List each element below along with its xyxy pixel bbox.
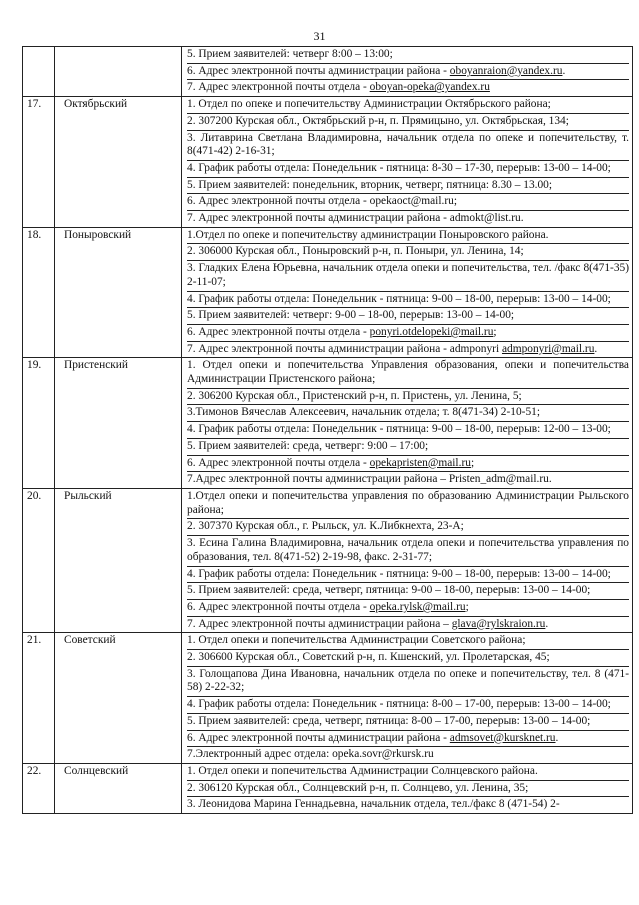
detail-text: 2. 307370 Курская обл., г. Рыльск, ул. К.Либкнехта, 23-А; xyxy=(187,520,464,533)
detail-item xyxy=(187,583,629,600)
district-name: Советский xyxy=(55,633,182,764)
department-details xyxy=(182,227,633,358)
row-number: 19. xyxy=(23,358,55,489)
district-name xyxy=(55,47,182,97)
table-row xyxy=(23,488,633,632)
detail-item xyxy=(187,697,629,714)
detail-text: 7.Электронный адрес отдела: opeka.sovr@rkursk.ru xyxy=(187,748,434,761)
table-row xyxy=(23,633,633,764)
detail-item xyxy=(187,325,629,342)
detail-item xyxy=(187,114,629,131)
department-details xyxy=(182,488,633,632)
detail-text: 5. Прием заявителей: четверг 8:00 – 13:00; xyxy=(187,48,393,60)
detail-item xyxy=(187,47,629,64)
detail-item xyxy=(187,781,629,798)
district-name: Пристенский xyxy=(55,358,182,489)
detail-text: 5. Прием заявителей: четверг: 9-00 – 18-00, перерыв: 13-00 – 14-00; xyxy=(187,309,515,322)
department-details xyxy=(182,47,633,97)
detail-text: 5. Прием заявителей: среда, четверг: 9:00 – 17:00; xyxy=(187,439,429,452)
table-body xyxy=(23,47,633,814)
detail-item xyxy=(187,650,629,667)
detail-text: 4. График работы отдела: Понедельник - пятница: 9-00 – 18-00, перерыв: 13-00 – 14-00; xyxy=(187,292,611,305)
table-row xyxy=(23,227,633,358)
detail-item xyxy=(187,405,629,422)
email-link[interactable]: admsovet@kursknet.ru xyxy=(449,731,556,744)
detail-text: 3. Есина Галина Владимировна, начальник отдела опеки и попечительства управления по образования, тел. 8(471-52) 2-19-98, факс. 2-31-77; xyxy=(187,537,629,563)
row-number: 20. xyxy=(23,488,55,632)
detail-text: 3. Гладких Елена Юрьевна, начальник отдела опеки и попечительства, тел. /факс 8(471-35) 2-11-07; xyxy=(187,262,629,288)
detail-item xyxy=(187,178,629,195)
detail-text: 1.Отдел опеки и попечительства управления по образованию Администрации Рыльского района; xyxy=(187,489,629,516)
detail-item xyxy=(187,600,629,617)
detail-item xyxy=(187,64,629,81)
email-link[interactable]: oboyanraion@yandex.ru xyxy=(449,64,563,77)
detail-item xyxy=(187,633,629,650)
detail-item xyxy=(187,244,629,261)
detail-text: 3. Голощапова Дина Ивановна, начальник отдела по опеке и попечительству, тел. 8 (471-58) 2-22-32; xyxy=(187,667,629,694)
row-number: 17. xyxy=(23,97,55,228)
detail-text: 2. 306000 Курская обл., Поныровский р-н, п. Поныри, ул. Ленина, 14; xyxy=(187,245,524,258)
detail-item xyxy=(187,131,629,161)
detail-item xyxy=(187,747,629,763)
detail-item xyxy=(187,731,629,748)
email-link[interactable]: opeka.rylsk@mail.ru xyxy=(369,600,466,613)
row-number: 21. xyxy=(23,633,55,764)
detail-item xyxy=(187,667,629,697)
detail-text: 2. 306600 Курская обл., Советский р-н, п. Кшенский, ул. Пролетарская, 45; xyxy=(187,651,550,664)
detail-text: 6. Адрес электронной почты отдела - opekaoct@mail.ru; xyxy=(187,195,457,208)
detail-item xyxy=(187,439,629,456)
detail-item xyxy=(187,422,629,439)
detail-item xyxy=(187,358,629,388)
detail-text: 4. График работы отдела: Понедельник - пятница: 9-00 – 18-00, перерыв: 12-00 – 13-00; xyxy=(187,423,611,436)
detail-item xyxy=(187,80,629,96)
department-details xyxy=(182,763,633,813)
detail-item xyxy=(187,261,629,291)
detail-text: 7.Адрес электронной почты администрации района – Pristen_adm@mail.ru. xyxy=(187,473,552,486)
detail-text: 4. График работы отдела: Понедельник - пятница: 8-30 – 17-30, перерыв: 13-00 – 14-00; xyxy=(187,161,611,174)
row-number xyxy=(23,47,55,97)
detail-item xyxy=(187,342,629,358)
detail-item xyxy=(187,536,629,566)
page-number: 31 xyxy=(313,29,326,43)
detail-tail: ; xyxy=(465,600,469,613)
department-details xyxy=(182,97,633,228)
detail-item xyxy=(187,456,629,473)
email-link[interactable]: ponyri.otdelopeki@mail.ru xyxy=(369,325,494,338)
detail-item xyxy=(187,292,629,309)
detail-item xyxy=(187,194,629,211)
detail-text: 7. Адрес электронной почты администрации района - admokt@list.ru. xyxy=(187,212,524,225)
detail-item xyxy=(187,617,629,633)
detail-item xyxy=(187,714,629,731)
detail-tail: ; xyxy=(493,325,497,338)
department-details xyxy=(182,358,633,489)
detail-tail: . xyxy=(545,617,549,630)
row-number: 18. xyxy=(23,227,55,358)
detail-item xyxy=(187,389,629,406)
detail-text: 5. Прием заявителей: понедельник, вторник, четверг, пятница: 8.30 – 13.00; xyxy=(187,178,553,191)
detail-item xyxy=(187,797,629,813)
detail-tail: . xyxy=(555,731,559,744)
email-link[interactable]: oboyan-opeka@yandex.ru xyxy=(369,81,490,94)
table-row xyxy=(23,47,633,97)
detail-text: 2. 307200 Курская обл., Октябрьский р-н, п. Прямицыно, ул. Октябрьская, 134; xyxy=(187,114,569,127)
detail-item xyxy=(187,211,629,227)
detail-item xyxy=(187,308,629,325)
row-number: 22. xyxy=(23,763,55,813)
table-row xyxy=(23,97,633,228)
detail-text: 5. Прием заявителей: среда, четверг, пятница: 8-00 – 17-00, перерыв: 13-00 – 14-00; xyxy=(187,714,591,727)
detail-text: 5. Прием заявителей: среда, четверг, пятница: 9-00 – 18-00, перерыв: 13-00 – 14-00; xyxy=(187,584,591,597)
detail-text: 6. Адрес электронной почты отдела - xyxy=(187,456,370,469)
detail-text: 6. Адрес электронной почты отдела - xyxy=(187,325,370,338)
detail-text: 7. Адрес электронной почты отдела - xyxy=(187,81,370,94)
table-row xyxy=(23,763,633,813)
detail-item xyxy=(187,228,629,245)
detail-item xyxy=(187,489,629,519)
detail-item xyxy=(187,472,629,488)
detail-text: 1. Отдел опеки и попечительства Администрации Солнцевского района. xyxy=(187,764,538,777)
detail-item xyxy=(187,567,629,584)
detail-text: 4. График работы отдела: Понедельник - пятница: 9-00 – 18-00, перерыв: 13-00 – 14-00; xyxy=(187,567,611,580)
district-name: Солнцевский xyxy=(55,763,182,813)
detail-tail: ; xyxy=(470,456,475,469)
district-name: Рыльский xyxy=(55,488,182,632)
district-name: Октябрьский xyxy=(55,97,182,228)
detail-text: 3. Леонидова Марина Геннадьевна, начальник отдела, тел./факс 8 (471-54) 2- xyxy=(187,798,560,811)
email-link[interactable]: opekapristen@mail.ru xyxy=(369,456,471,469)
detail-text: 6. Адрес электронной почты администрации района - xyxy=(187,731,450,744)
email-link[interactable]: admponyri@mail.ru xyxy=(501,342,595,355)
detail-item xyxy=(187,764,629,781)
detail-text: 1. Отдел опеки и попечительства Управления образования, опеки и попечительства Администрации Пристенского района; xyxy=(187,359,629,386)
email-link[interactable]: glava@rylskraion.ru xyxy=(451,617,546,630)
district-name: Поныровский xyxy=(55,227,182,358)
detail-item xyxy=(187,519,629,536)
detail-text: 1. Отдел по опеке и попечительству Администрации Октябрьского района; xyxy=(187,98,551,111)
detail-item xyxy=(187,161,629,178)
guardianship-departments-table xyxy=(22,46,633,814)
detail-text: 4. График работы отдела: Понедельник - пятница: 8-00 – 17-00, перерыв: 13-00 – 14-00; xyxy=(187,698,611,711)
detail-text: 2. 306200 Курская обл., Пристенский р-н, п. Пристень, ул. Ленина, 5; xyxy=(187,389,522,402)
detail-text: 7. Адрес электронной почты администрации района – xyxy=(187,617,452,630)
detail-text: 7. Адрес электронной почты администрации района - admponyri xyxy=(187,342,502,355)
detail-text: 2. 306120 Курская обл., Солнцевский р-н, п. Солнцево, ул. Ленина, 35; xyxy=(187,781,529,794)
detail-item xyxy=(187,97,629,114)
detail-text: 3. Литаврина Светлана Владимировна, начальник отдела по опеке и попечительству, т. 8(471-42) 2-16-31; xyxy=(187,131,629,158)
detail-tail: . xyxy=(562,64,566,77)
detail-text: 6. Адрес электронной почты администрации района - xyxy=(187,64,450,77)
detail-text: 6. Адрес электронной почты отдела - xyxy=(187,600,370,613)
detail-text: 1. Отдел опеки и попечительства Администрации Советского района; xyxy=(187,634,526,647)
detail-text: 1.Отдел по опеке и попечительству администрации Поныровского района. xyxy=(187,228,549,241)
department-details xyxy=(182,633,633,764)
detail-text: 3.Тимонов Вячеслав Алексеевич, начальник отдела; т. 8(471-34) 2-10-51; xyxy=(187,406,541,419)
table-row xyxy=(23,358,633,489)
detail-tail: . xyxy=(594,342,598,355)
